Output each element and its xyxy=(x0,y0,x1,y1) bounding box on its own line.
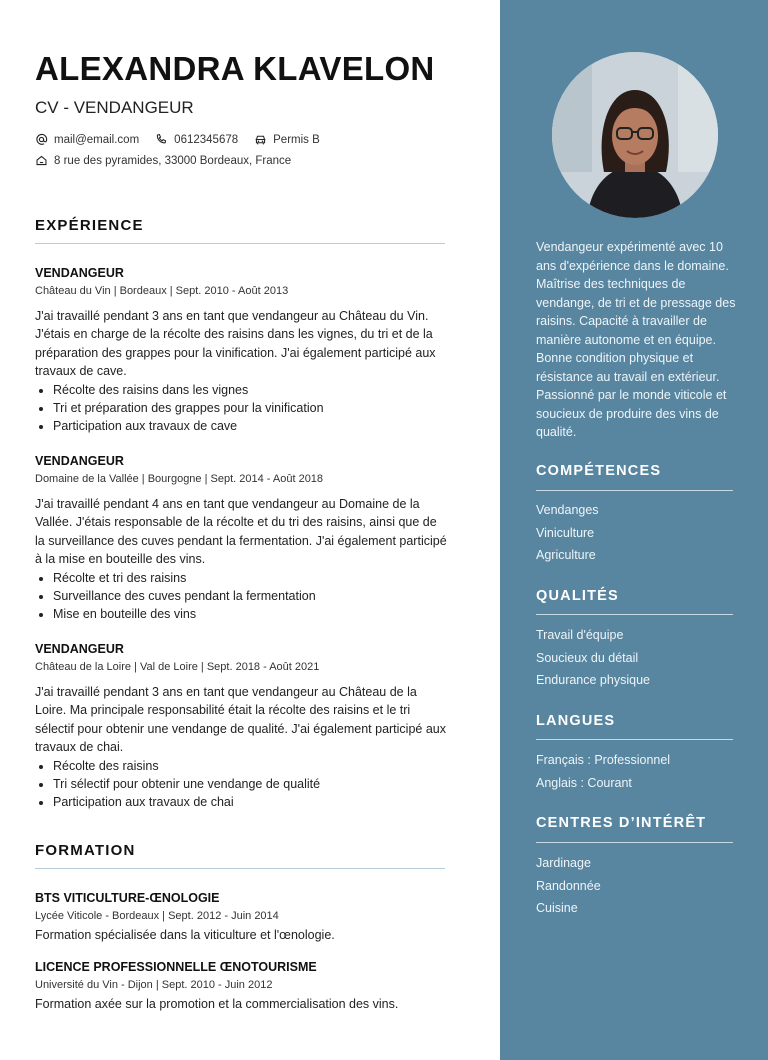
skills-heading: COMPÉTENCES xyxy=(536,463,662,479)
quality-item: Endurance physique xyxy=(536,673,650,687)
job-title: VENDANGEUR xyxy=(35,642,124,656)
email-text: mail@email.com xyxy=(54,133,140,146)
address-row xyxy=(35,154,291,167)
job-description: J'ai travaillé pendant 3 ans en tant que vendangeur au Château de la Loire. Ma principale responsabilité était la récolte des raisins et le tri sélectif pour obtenir une vendange de qualité. J'ai également participé aux travaux de chai. xyxy=(35,685,446,755)
contact-address xyxy=(35,154,291,167)
job-title: VENDANGEUR xyxy=(35,454,124,468)
bullet-item: • Tri sélectif pour obtenir une vendange de qualité xyxy=(53,775,447,793)
bullet-item: • Tri et préparation des grappes pour la vinification xyxy=(53,399,447,417)
qualities-divider xyxy=(536,614,733,615)
contact-license xyxy=(254,133,320,146)
education-entry xyxy=(35,959,447,1013)
skill-item: Viniculture xyxy=(536,525,595,540)
experience-entry xyxy=(35,453,447,624)
interests-heading: CENTRES D’INTÉRÊT xyxy=(536,815,707,831)
bullet-item: • Récolte et tri des raisins xyxy=(53,569,447,587)
job-meta: Domaine de la Vallée | Bourgogne | Sept. 2014 - Août 2018 xyxy=(35,473,324,485)
job-bullets xyxy=(35,569,447,624)
interest-item: Jardinage xyxy=(536,856,591,870)
cv-role: CV - VENDANGEUR xyxy=(35,98,194,117)
license-text: Permis B xyxy=(273,133,320,146)
job-meta: Château de la Loire | Val de Loire | Sept. 2018 - Août 2021 xyxy=(35,661,320,673)
bullet-item: • Surveillance des cuves pendant la fermentation xyxy=(53,587,447,605)
interests-list xyxy=(536,852,601,920)
bullet-item: • Récolte des raisins xyxy=(53,757,447,775)
home-icon xyxy=(35,154,48,167)
degree-meta: Université du Vin - Dijon | Sept. 2010 - Juin 2012 xyxy=(35,979,273,991)
interests-divider xyxy=(536,842,733,843)
job-bullets xyxy=(35,757,447,812)
car-icon xyxy=(254,133,267,146)
job-bullets xyxy=(35,381,447,436)
contact-phone xyxy=(155,133,238,146)
degree-title: BTS VITICULTURE-ŒNOLOGIE xyxy=(35,891,220,905)
skills-divider xyxy=(536,490,733,491)
skills-list xyxy=(536,499,599,567)
portrait-image xyxy=(552,52,718,218)
degree-description: Formation axée sur la promotion et la commercialisation des vins. xyxy=(35,997,399,1011)
bullet-item: • Récolte des raisins dans les vignes xyxy=(53,381,447,399)
bullet-item: • Mise en bouteille des vins xyxy=(53,605,447,623)
language-item: Français : Professionnel xyxy=(536,753,671,767)
job-description: J'ai travaillé pendant 3 ans en tant que vendangeur au Château du Vin. J'étais en charge de la récolte des raisins dans les vignes, du tri et de la préparation des grappes pour la vinification. J'ai également participé aux travaux de cave. xyxy=(35,309,436,379)
bullet-item: • Participation aux travaux de chai xyxy=(53,793,447,811)
languages-heading: LANGUES xyxy=(536,713,616,729)
at-icon xyxy=(35,133,48,146)
profile-summary: Vendangeur expérimenté avec 10 ans d'expérience dans le domaine. Maîtrise des techniques de vendange, de tri et de pressage des raisins. Capacité à travailler de manière autonome et en équipe. Bonne condition physique et résistance au travail en extérieur. Passionné par le monde viticole et soucieux de produire des vins de qualité. xyxy=(536,240,736,439)
skill-item: Agriculture xyxy=(536,548,596,562)
job-meta: Château du Vin | Bordeaux | Sept. 2010 - Août 2013 xyxy=(35,285,289,297)
interest-item: Cuisine xyxy=(536,901,578,915)
experience-divider xyxy=(35,243,445,244)
education-entry xyxy=(35,890,447,944)
contact-row xyxy=(35,133,320,146)
education-heading: FORMATION xyxy=(35,842,136,859)
experience-heading: EXPÉRIENCE xyxy=(35,217,144,234)
profile-photo xyxy=(552,52,718,218)
degree-title: LICENCE PROFESSIONNELLE ŒNOTOURISME xyxy=(35,960,317,974)
skill-item: Vendanges xyxy=(536,503,599,517)
qualities-heading: QUALITÉS xyxy=(536,588,619,604)
quality-item: Soucieux du détail xyxy=(536,650,639,665)
quality-item: Travail d'équipe xyxy=(536,628,624,642)
experience-entry xyxy=(35,265,447,436)
degree-meta: Lycée Viticole - Bordeaux | Sept. 2012 - Juin 2014 xyxy=(35,910,279,922)
languages-list xyxy=(536,749,670,794)
language-item: Anglais : Courant xyxy=(536,775,632,790)
interest-item: Randonnée xyxy=(536,878,601,893)
languages-divider xyxy=(536,739,733,740)
job-description: J'ai travaillé pendant 4 ans en tant que vendangeur au Domaine de la Vallée. J'étais responsable de la récolte et du tri des raisins, ainsi que de la surveillance des cuves pendant la fermentation. J'ai également participé à la mise en bouteille des vins. xyxy=(35,497,447,567)
degree-description: Formation spécialisée dans la viticulture et l'œnologie. xyxy=(35,928,335,942)
address-text: 8 rue des pyramides, 33000 Bordeaux, France xyxy=(54,154,292,167)
phone-icon xyxy=(155,133,168,146)
candidate-name: ALEXANDRA KLAVELON xyxy=(35,50,435,87)
phone-text: 0612345678 xyxy=(174,133,239,146)
bullet-item: • Participation aux travaux de cave xyxy=(53,417,447,435)
education-divider xyxy=(35,868,445,869)
contact-email xyxy=(35,133,139,146)
job-title: VENDANGEUR xyxy=(35,266,124,280)
qualities-list xyxy=(536,624,650,692)
experience-entry xyxy=(35,641,447,812)
